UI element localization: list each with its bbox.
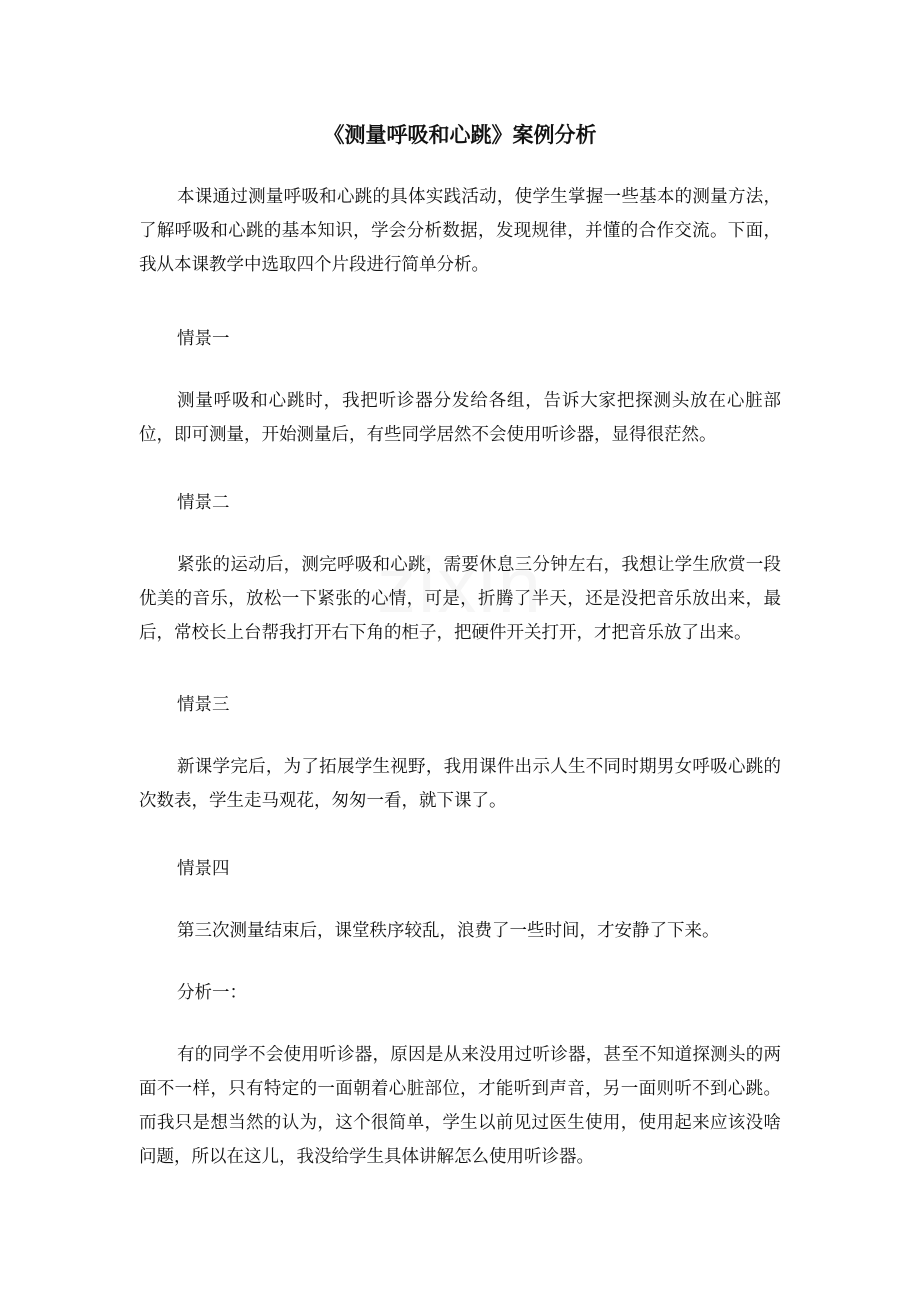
- scene-4-paragraph: 第三次测量结束后，课堂秩序较乱，浪费了一些时间，才安静了下来。: [177, 921, 720, 941]
- scene-2-heading: 情景二: [177, 493, 230, 513]
- document-title: 《测量呼吸和心跳》案例分析: [323, 122, 597, 147]
- scene-3-paragraph: 新课学完后，为了拓展学生视野，我用课件出示人生不同时期男女呼吸心跳的次数表，学生走马观花，匆匆一看，就下课了。: [139, 757, 781, 811]
- analysis-1-paragraph: 有的同学不会使用听诊器，原因是从来没用过听诊器，甚至不知道探测头的两面不一样，只有特定的一面朝着心脏部位，才能听到声音，另一面则听不到心跳。而我只是想当然的认为，这个很简单，学生以前见过医生使用，使用起来应该没啥问题，所以在这儿，我没给学生具体讲解怎么使用听诊器。: [139, 1045, 781, 1167]
- scene-1-paragraph: 测量呼吸和心跳时，我把听诊器分发给各组，告诉大家把探测头放在心脏部位，即可测量，开始测量后，有些同学居然不会使用听诊器，显得很茫然。: [139, 391, 781, 445]
- scene-3-heading: 情景三: [177, 695, 230, 715]
- intro-paragraph: 本课通过测量呼吸和心跳的具体实践活动，使学生掌握一些基本的测量方法，了解呼吸和心跳的基本知识，学会分析数据，发现规律，并懂的合作交流。下面，我从本课教学中选取四个片段进行简单分析。: [139, 187, 781, 275]
- scene-2-paragraph: 紧张的运动后，测完呼吸和心跳，需要休息三分钟左右，我想让学生欣赏一段优美的音乐，放松一下紧张的心情，可是，折腾了半天，还是没把音乐放出来，最后，常校长上台帮我打开右下角的柜子，把硬件开关打开，才把音乐放了出来。: [139, 555, 781, 643]
- scene-4-heading: 情景四: [177, 859, 230, 879]
- analysis-1-heading: 分析一：: [177, 983, 247, 1003]
- scene-1-heading: 情景一: [177, 329, 230, 349]
